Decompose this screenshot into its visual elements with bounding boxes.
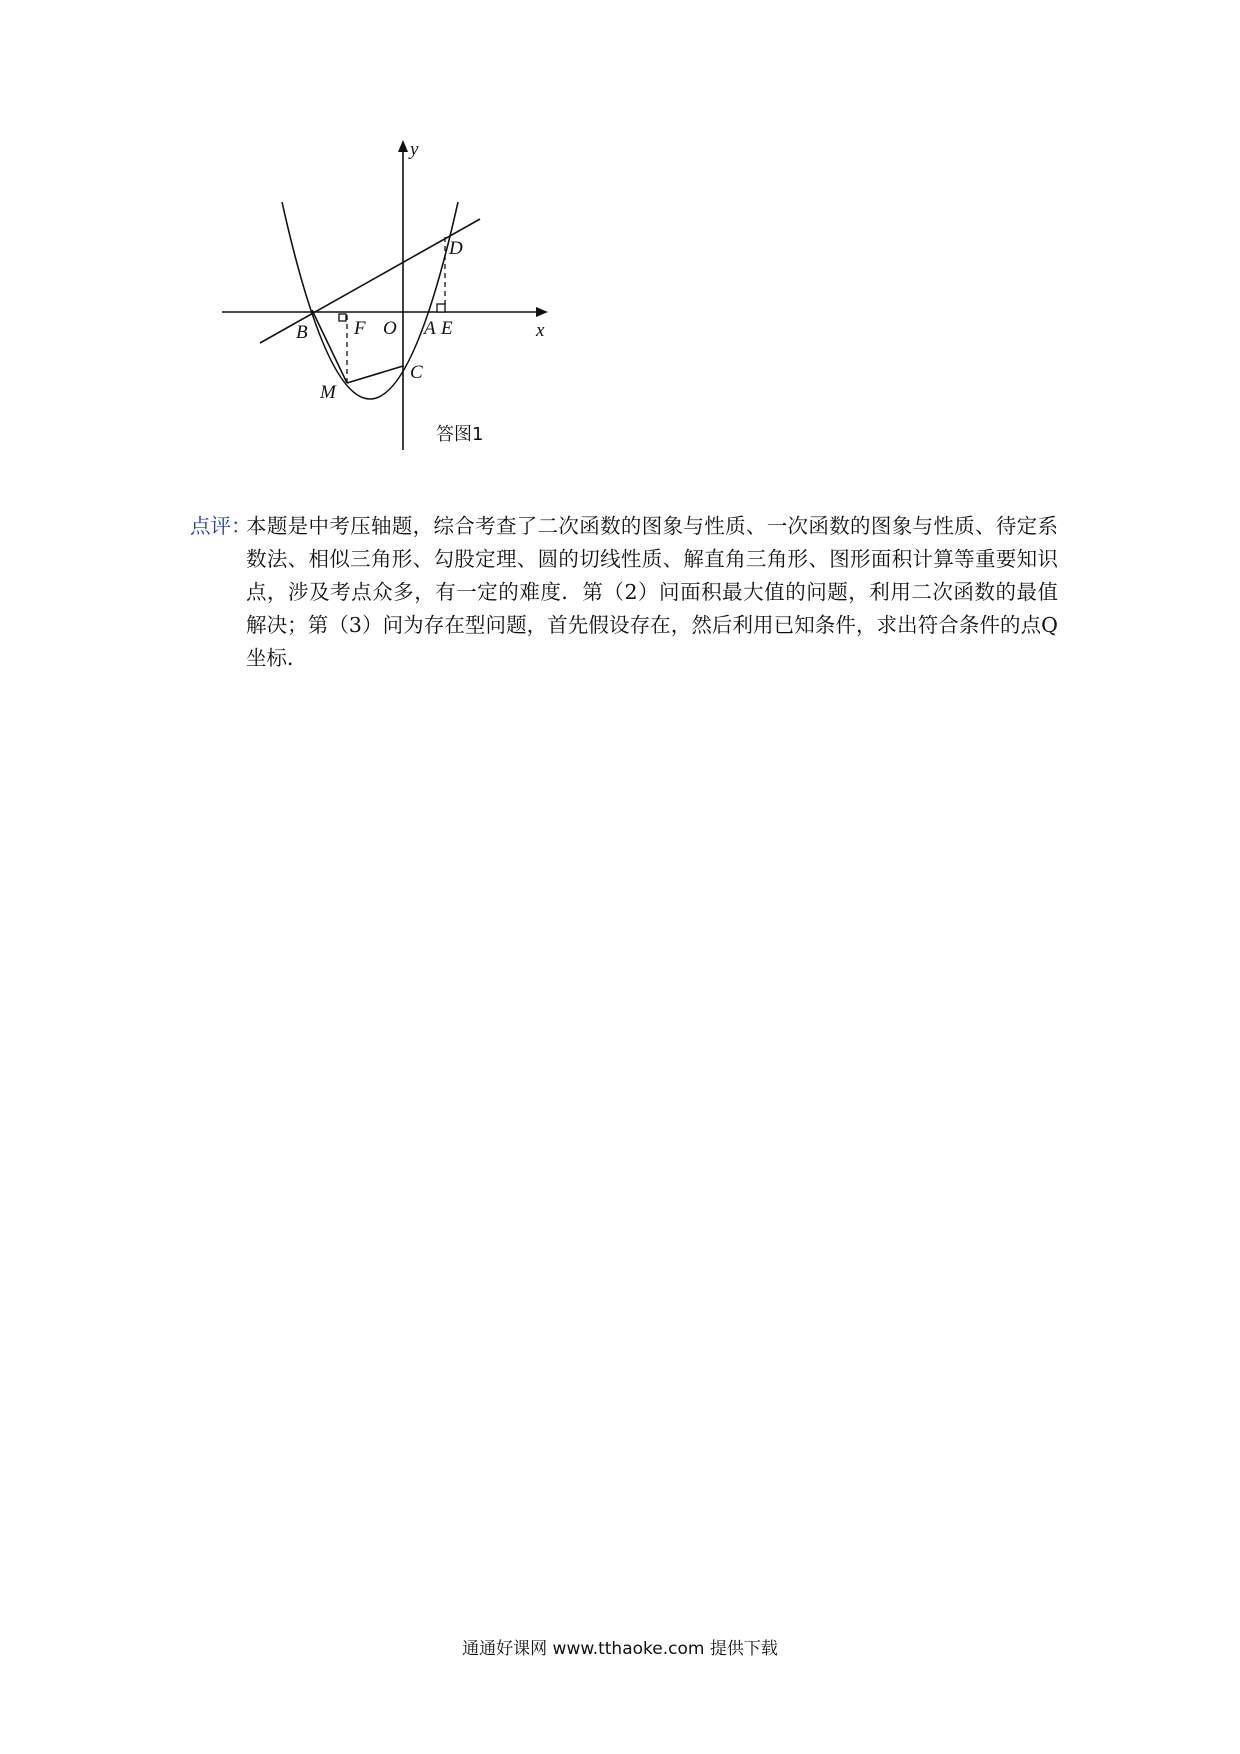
geometry-figure [240,139,640,505]
label-y: y [410,139,419,160]
right-angle-e [437,304,445,312]
parabola-curve [282,202,458,399]
label-b: B [296,322,308,343]
y-axis-arrow [398,140,408,152]
label-c: C [410,362,423,383]
segment-mc [347,366,403,383]
page-footer: 通通好课网 www.tthaoke.com 提供下载 [462,1639,778,1659]
label-d: D [449,238,463,259]
label-e: E [441,318,453,339]
x-axis-arrow [536,307,548,317]
figure-svg [240,139,640,505]
label-origin: O [383,318,397,339]
comment-text: 本题是中考压轴题，综合考查了二次函数的图象与性质、一次函数的图象与性质、待定系数法、相似三角形、勾股定理、圆的切线性质、解直角三角形、图形面积计算等重要知识点，涉及考点众多，有一定的难度．第（2）问面积最大值的问题，利用二次函数的最值解决；第（3）问为存在型问题，首先假设存在，然后利用已知条件，求出符合条件的点Q坐标． [246,514,1058,670]
figure-caption: 答图1 [436,424,484,445]
label-x: x [536,320,545,341]
label-f: F [354,318,366,339]
right-angle-f [339,314,346,321]
label-m: M [320,382,336,403]
comment-label: 点评： [190,514,252,538]
label-a: A [424,318,436,339]
